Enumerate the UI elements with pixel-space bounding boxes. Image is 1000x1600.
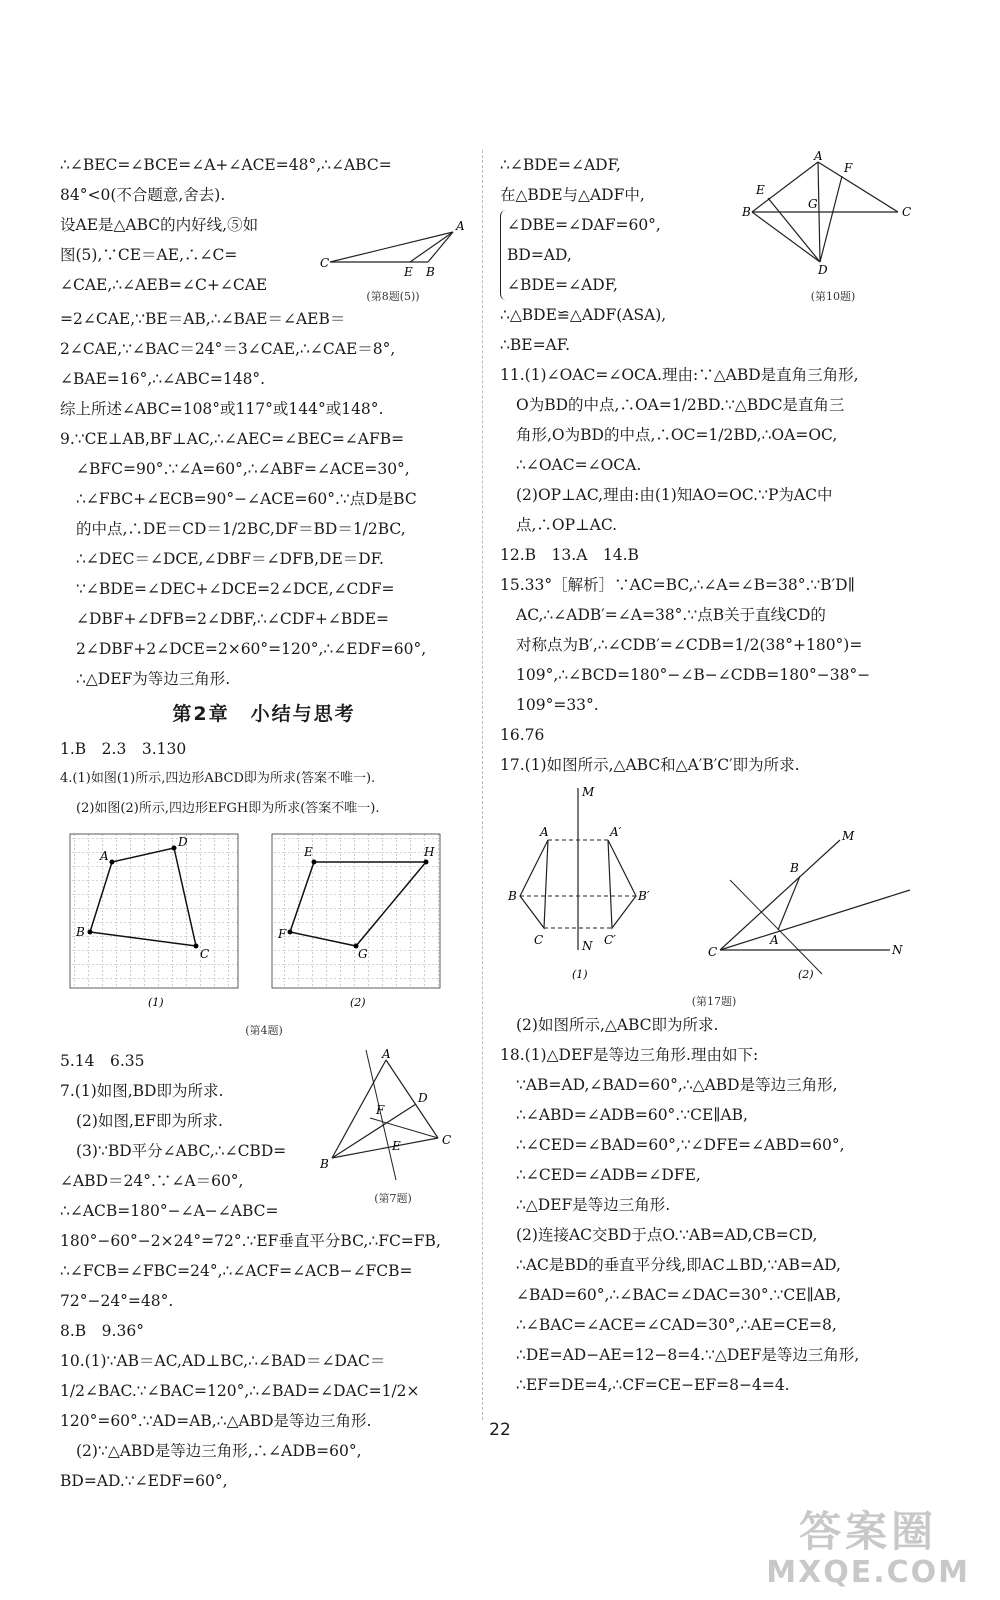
svg-text:B: B	[508, 889, 517, 903]
text-line: ∠ABD＝24°.∵∠A＝60°,	[60, 1172, 244, 1190]
text-line: ∴△DEF是等边三角形.	[516, 1196, 671, 1214]
sub-label: (2)	[350, 996, 366, 1009]
text-line: 7.(1)如图,BD即为所求.	[60, 1082, 224, 1100]
svg-text:E: E	[756, 183, 765, 197]
text-line: 109°=33°.	[516, 696, 599, 714]
svg-text:C: C	[442, 1133, 452, 1147]
svg-text:A′: A′	[610, 825, 622, 839]
text-line: 角形,O为BD的中点,∴OC=1/2BD,∴OA=OC,	[516, 426, 838, 444]
svg-text:B′: B′	[638, 889, 650, 903]
text-line: 点,∴OP⊥AC.	[516, 516, 618, 534]
watermark-title: 答案圈	[799, 1507, 938, 1556]
svg-text:D: D	[818, 263, 828, 277]
svg-text:B: B	[790, 861, 799, 875]
right-column	[500, 150, 928, 1400]
svg-text:N: N	[892, 943, 903, 957]
text-line: ∴∠ACB=180°−∠A−∠ABC=	[60, 1202, 279, 1220]
text-line: 12.B 13.A 14.B	[500, 546, 639, 564]
text-line: 9.∵CE⊥AB,BF⊥AC,∴∠AEC=∠BEC=∠AFB=	[60, 430, 405, 448]
text-line: ∴DE=AD−AE=12−8=4.∵△DEF是等边三角形,	[516, 1346, 860, 1364]
svg-text:E: E	[404, 265, 413, 279]
svg-text:G: G	[808, 197, 818, 211]
text-line: ∠BFC=90°.∵∠A=60°,∴∠ABF=∠ACE=30°,	[76, 460, 410, 478]
text-line: ∵∠BDE=∠DEC+∠DCE=2∠DCE,∠CDF=	[76, 580, 395, 598]
chapter-title: 第2章 小结与思考	[172, 703, 356, 725]
svg-text:M: M	[582, 785, 595, 799]
figure-caption: (第10题)	[810, 290, 856, 303]
text-line: BD=AD,	[507, 246, 572, 264]
page-number: 22	[489, 1420, 511, 1440]
svg-text:C: C	[200, 947, 210, 961]
svg-text:G: G	[358, 947, 368, 961]
text-line: 设AE是△ABC的内好线,⑤如	[60, 216, 259, 234]
text-line: 180°−60°−2×24°=72°.∵EF垂直平分BC,∴FC=FB,	[60, 1232, 441, 1250]
svg-text:A: A	[770, 933, 779, 947]
text-line: 18.(1)△DEF是等边三角形.理由如下:	[500, 1046, 759, 1064]
text-line: 109°,∴∠BCD=180°−∠B−∠CDB=180°−38°−	[516, 666, 871, 684]
svg-text:A: A	[456, 219, 465, 233]
sub-label: (1)	[572, 968, 588, 981]
triangle-construction	[318, 1046, 468, 1182]
text-line: ∴∠ABD=∠ADB=60°.∵CE∥AB,	[516, 1106, 748, 1124]
text-line: 的中点,∴DE＝CD＝1/2BC,DF＝BD＝1/2BC,	[76, 520, 406, 538]
figure-7	[318, 1046, 468, 1226]
text-line: 5.14 6.35	[60, 1052, 145, 1070]
construction-diagrams	[500, 780, 928, 985]
text-line: ∠BAE=16°,∴∠ABC=148°.	[60, 370, 266, 388]
text-line: (2)OP⊥AC,理由:由(1)知AO=OC.∵P为AC中	[516, 486, 833, 504]
text-line: 1/2∠BAC.∵∠BAC=120°,∴∠BAD=∠DAC=1/2×	[60, 1382, 420, 1400]
text-line: 16.76	[500, 726, 545, 744]
figure-8-5	[318, 210, 468, 304]
text-line: ∠CAE,∴∠AEB=∠C+∠CAE	[60, 276, 268, 294]
figure-caption: (第8题(5))	[366, 290, 420, 303]
text-line: ∴△BDE≌△ADF(ASA),	[500, 306, 667, 324]
text-line: ∴∠CED=∠ADB=∠DFE,	[516, 1166, 701, 1184]
text-line: ∴∠BDE=∠ADF,	[500, 156, 621, 174]
svg-text:F: F	[376, 1103, 385, 1117]
text-line: ∠BAD=60°,∴∠BAC=∠DAC=30°.∵CE∥AB,	[516, 1286, 842, 1304]
grid-diagrams	[60, 824, 468, 1014]
svg-text:C: C	[320, 256, 330, 270]
svg-text:F: F	[278, 927, 287, 941]
triangle-diagram	[318, 210, 468, 280]
text-line: =2∠CAE,∵BE＝AB,∴∠BAE＝∠AEB＝	[60, 310, 346, 328]
text-line: ∴EF=DE=4,∴CF=CE−EF=8−4=4.	[516, 1376, 790, 1394]
text-line: ∵AB=AD,∠BAD=60°,∴△ABD是等边三角形,	[516, 1076, 838, 1094]
text-line: ∴∠CED=∠BAD=60°,∵∠DFE=∠ABD=60°,	[516, 1136, 845, 1154]
text-line: ∴∠DEC＝∠DCE,∠DBF＝∠DFB,DE＝DF.	[76, 550, 384, 568]
text-line: ∠DBF+∠DFB=2∠DBF,∴∠CDF+∠BDE=	[76, 610, 390, 628]
svg-text:E: E	[304, 845, 313, 859]
text-line: ∠DBE=∠DAF=60°,	[507, 216, 661, 234]
text-line: ∴BE=AF.	[500, 336, 571, 354]
left-column	[60, 150, 468, 1496]
text-line: 15.33°［解析］∵AC=BC,∴∠A=∠B=38°.∵B′D∥	[500, 576, 855, 594]
text-line: ∴∠OAC=∠OCA.	[516, 456, 642, 474]
text-line: 72°−24°=48°.	[60, 1292, 174, 1310]
text-line: 4.(1)如图(1)所示,四边形ABCD即为所求(答案不唯一).	[60, 771, 376, 786]
text-line: BD=AD.∵∠EDF=60°,	[60, 1472, 228, 1490]
figure-caption: (第7题)	[374, 1192, 412, 1205]
text-line: O为BD的中点,∴OA=1/2BD.∵△BDC是直角三	[516, 396, 845, 414]
svg-text:B: B	[742, 205, 751, 219]
text-line: 120°=60°.∵AD=AB,∴△ABD是等边三角形.	[60, 1412, 372, 1430]
text-line: ∴∠BAC=∠ACE=∠CAD=30°,∴AE=CE=8,	[516, 1316, 837, 1334]
text-line: 11.(1)∠OAC=∠OCA.理由:∵△ABD是直角三角形,	[500, 366, 859, 384]
svg-text:A: A	[100, 849, 109, 863]
svg-text:D: D	[418, 1091, 428, 1105]
svg-text:H: H	[424, 845, 435, 859]
svg-text:N: N	[582, 939, 593, 953]
text-line: ∴∠FBC+∠ECB=90°−∠ACE=60°.∵点D是BC	[76, 490, 417, 508]
text-line: 8.B 9.36°	[60, 1322, 144, 1340]
svg-text:A: A	[814, 150, 823, 163]
figure-17	[500, 780, 928, 1010]
watermark-url: MXQE.COM	[766, 1555, 970, 1590]
text-line: ∠BDE=∠ADF,	[507, 276, 618, 294]
svg-text:F: F	[844, 161, 853, 175]
text-line: 图(5),∵CE＝AE,∴∠C=	[60, 246, 238, 264]
text-line: (2)连接AC交BD于点O.∵AB=AD,CB=CD,	[516, 1226, 818, 1244]
sub-label: (1)	[148, 996, 164, 1009]
text-line: 在△BDE与△ADF中,	[500, 186, 645, 204]
text-line: ∴∠FCB=∠FBC=24°,∴∠ACF=∠ACB−∠FCB=	[60, 1262, 413, 1280]
text-line: (2)如图所示,△ABC即为所求.	[516, 1016, 719, 1034]
text-line: AC,∴∠ADB′=∠A=38°.∵点B关于直线CD的	[516, 606, 826, 624]
svg-text:C: C	[708, 945, 718, 959]
brace-group	[500, 210, 738, 300]
svg-text:B: B	[426, 265, 435, 279]
triangle-diagram	[738, 150, 928, 280]
text-line: 2∠DBF+2∠DCE=2×60°=120°,∴∠EDF=60°,	[76, 640, 427, 658]
svg-text:M: M	[842, 829, 855, 843]
column-divider	[482, 150, 483, 1420]
svg-text:A: A	[382, 1047, 391, 1061]
svg-text:A: A	[540, 825, 549, 839]
figure-4	[60, 824, 468, 1046]
figure-10	[738, 150, 928, 360]
text-line: (2)如图(2)所示,四边形EFGH即为所求(答案不唯一).	[76, 801, 380, 816]
sub-label: (2)	[798, 968, 814, 981]
text-line: (2)如图,EF即为所求.	[76, 1112, 223, 1130]
text-line: 1.B 2.3 3.130	[60, 740, 187, 758]
text-line: (2)∵△ABD是等边三角形,∴∠ADB=60°,	[76, 1442, 362, 1460]
text-line: 2∠CAE,∵∠BAC＝24°＝3∠CAE,∴∠CAE＝8°,	[60, 340, 396, 358]
svg-text:C: C	[534, 933, 544, 947]
svg-text:E: E	[392, 1139, 401, 1153]
text-line: 17.(1)如图所示,△ABC和△A′B′C′即为所求.	[500, 756, 800, 774]
text-line: ∴△DEF为等边三角形.	[76, 670, 231, 688]
text-line: ∴∠BEC=∠BCE=∠A+∠ACE=48°,∴∠ABC=	[60, 156, 392, 174]
svg-text:B: B	[320, 1157, 329, 1171]
text-line: 84°<0(不合题意,舍去).	[60, 186, 226, 204]
text-line: (3)∵BD平分∠ABC,∴∠CBD=	[76, 1142, 287, 1160]
text-line: 综上所述∠ABC=108°或117°或144°或148°.	[60, 400, 384, 418]
watermark	[766, 1508, 970, 1590]
svg-text:D: D	[178, 835, 188, 849]
figure-caption: (第4题)	[245, 1024, 283, 1037]
figure-caption: (第17题)	[691, 995, 737, 1008]
svg-text:C′: C′	[604, 933, 616, 947]
text-line: 对称点为B′,∴∠CDB′=∠CDB=1/2(38°+180°)=	[516, 636, 863, 654]
svg-text:C: C	[902, 205, 912, 219]
text-line: 10.(1)∵AB＝AC,AD⊥BC,∴∠BAD＝∠DAC＝	[60, 1352, 386, 1370]
text-line: ∴AC是BD的垂直平分线,即AC⊥BD,∵AB=AD,	[516, 1256, 841, 1274]
svg-text:B: B	[76, 925, 85, 939]
